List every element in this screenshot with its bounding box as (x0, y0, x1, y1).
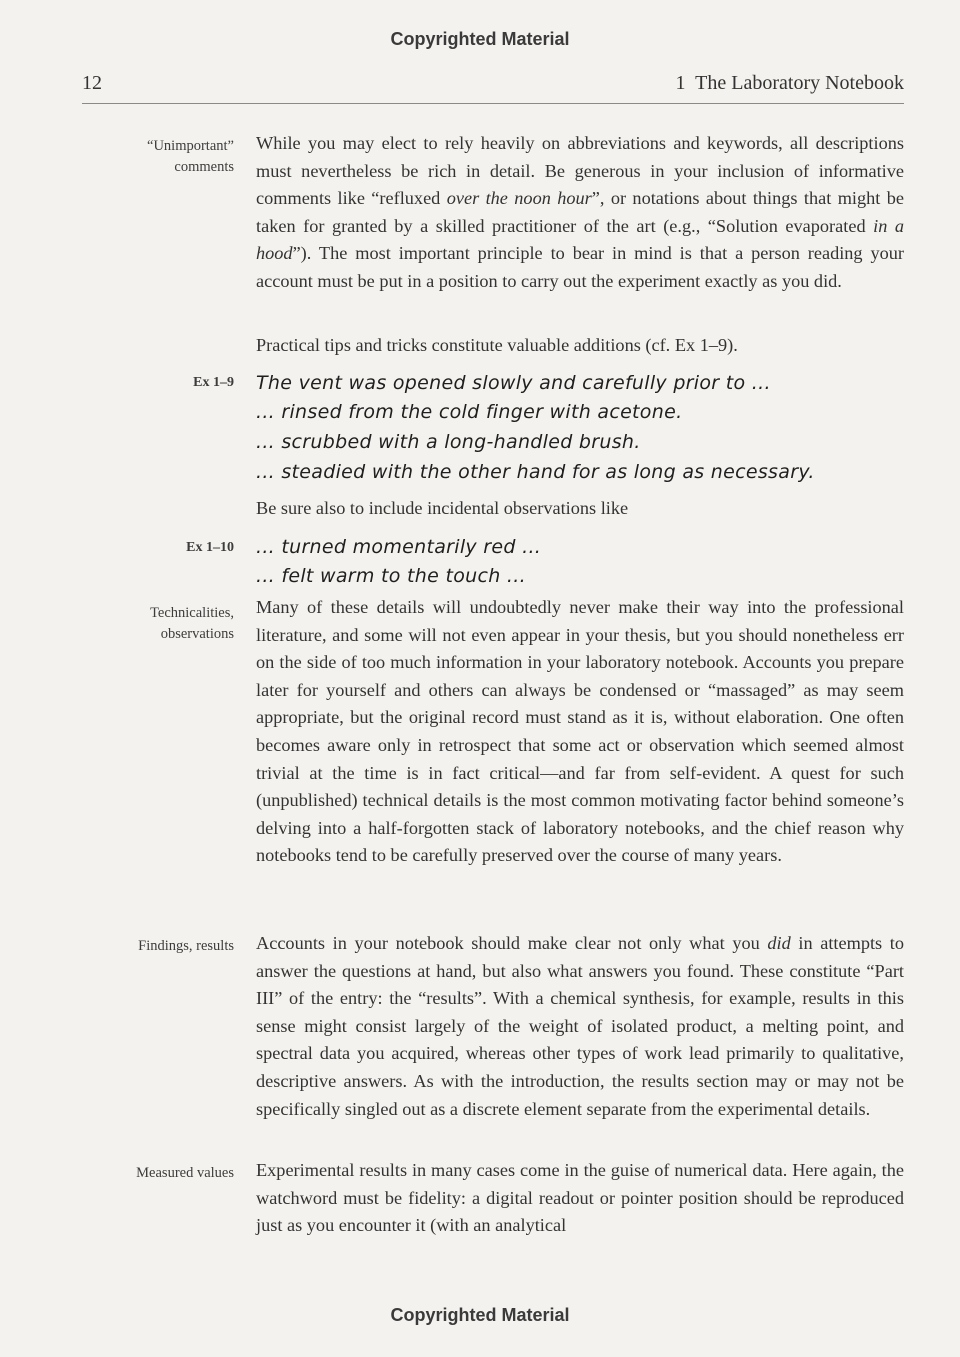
text-run: Accounts in your notebook should make clear not only what you (256, 933, 768, 953)
text-run: ”, or notations about things that might be taken for granted by a skilled practitioner of the art (e.g., “Solution evaporated (256, 188, 904, 236)
handwritten-line: ... turned momentarily red ... (256, 536, 542, 558)
margin-note-line: Technicalities, (150, 605, 234, 621)
paragraph-unimportant-comments (256, 130, 904, 296)
paragraph-measured-values: Experimental results in many cases come in the guise of numerical data. Here again, the watchword must be fidelity: a digital readout or pointer position should be reproduced just as you encounter it (with an analytical (256, 1160, 904, 1236)
margin-note-line: “Unimportant” (147, 138, 234, 154)
handwritten-line: The vent was opened slowly and carefully prior to ... (256, 372, 771, 394)
margin-note-ex1-10: Ex 1–10 (186, 540, 234, 555)
paragraph-technicalities: Many of these details will undoubtedly never make their way into the professional literature, and some will not even appear in your thesis, but you should nonetheless err on the side of too much information in your laboratory notebook. Accounts you prepare later for yourself and others can always be condensed or “massaged” as may seem appropriate, but the original record must stand as it is, without elaboration. One often becomes aware only in retrospect that some act or observation which seemed almost trivial at the time is in fact critical—and far from self-evident. A quest for such (unpublished) technical details is the most common motivating factor behind someone’s delving into a half-forgotten stack of laboratory notebooks, and the chief reason why notebooks tend to be carefully preserved over the course of many years. (256, 597, 904, 866)
handwritten-line: ... steadied with the other hand for as long as necessary. (256, 461, 815, 483)
paragraph-incidental: Be sure also to include incidental observations like (256, 498, 629, 518)
handwritten-line: ... scrubbed with a long-handled brush. (256, 431, 641, 453)
page-number: 12 (82, 72, 102, 94)
chapter-title: 1 The Laboratory Notebook (675, 72, 904, 94)
copyright-banner-top: Copyrighted Material (390, 29, 570, 49)
handwritten-line: ... rinsed from the cold finger with acetone. (256, 401, 683, 423)
margin-note-technicalities (90, 603, 234, 645)
margin-note-line: comments (174, 159, 234, 175)
copyright-banner-bottom: Copyrighted Material (390, 1305, 570, 1325)
margin-note-ex1-9: Ex 1–9 (193, 375, 234, 390)
handwritten-line: ... felt warm to the touch ... (256, 565, 526, 587)
margin-note-line: observations (160, 626, 234, 642)
italic-run: over the noon hour (446, 188, 592, 209)
text-run: ”). The most important principle to bear in mind is that a person reading your account must be put in a position to carry out the experiment exactly as you did. (256, 243, 904, 291)
text-run: While you may elect to rely heavily on abbreviations and keywords, all descriptions must nevertheless be rich in detail. Be generous in your inclusion of informative comments like “refluxed (256, 133, 904, 209)
paragraph-findings (256, 930, 904, 1123)
italic-run: in a hood (256, 215, 904, 264)
margin-note-findings: Findings, results (138, 938, 234, 954)
running-head (82, 72, 904, 96)
margin-note-measured: Measured values (136, 1165, 234, 1181)
margin-note-unimportant (90, 136, 234, 178)
text-run: in attempts to answer the questions at hand, but also what answers you found. These constitute “Part III” of the entry: the “results”. With a chemical synthesis, for example, results in this sense might consist largely of the weight of isolated product, a melting point, and spectral data you acquired, whereas other types of work lead primarily to qualitative, descriptive answers. As with the introduction, the results section may or may not be specifically singled out as a discrete element separate from the experimental details. (256, 933, 905, 1119)
header-rule (82, 103, 904, 104)
italic-run: did (767, 933, 791, 953)
paragraph-practical-tips: Practical tips and tricks constitute valuable additions (cf. Ex 1–9). (256, 335, 738, 355)
